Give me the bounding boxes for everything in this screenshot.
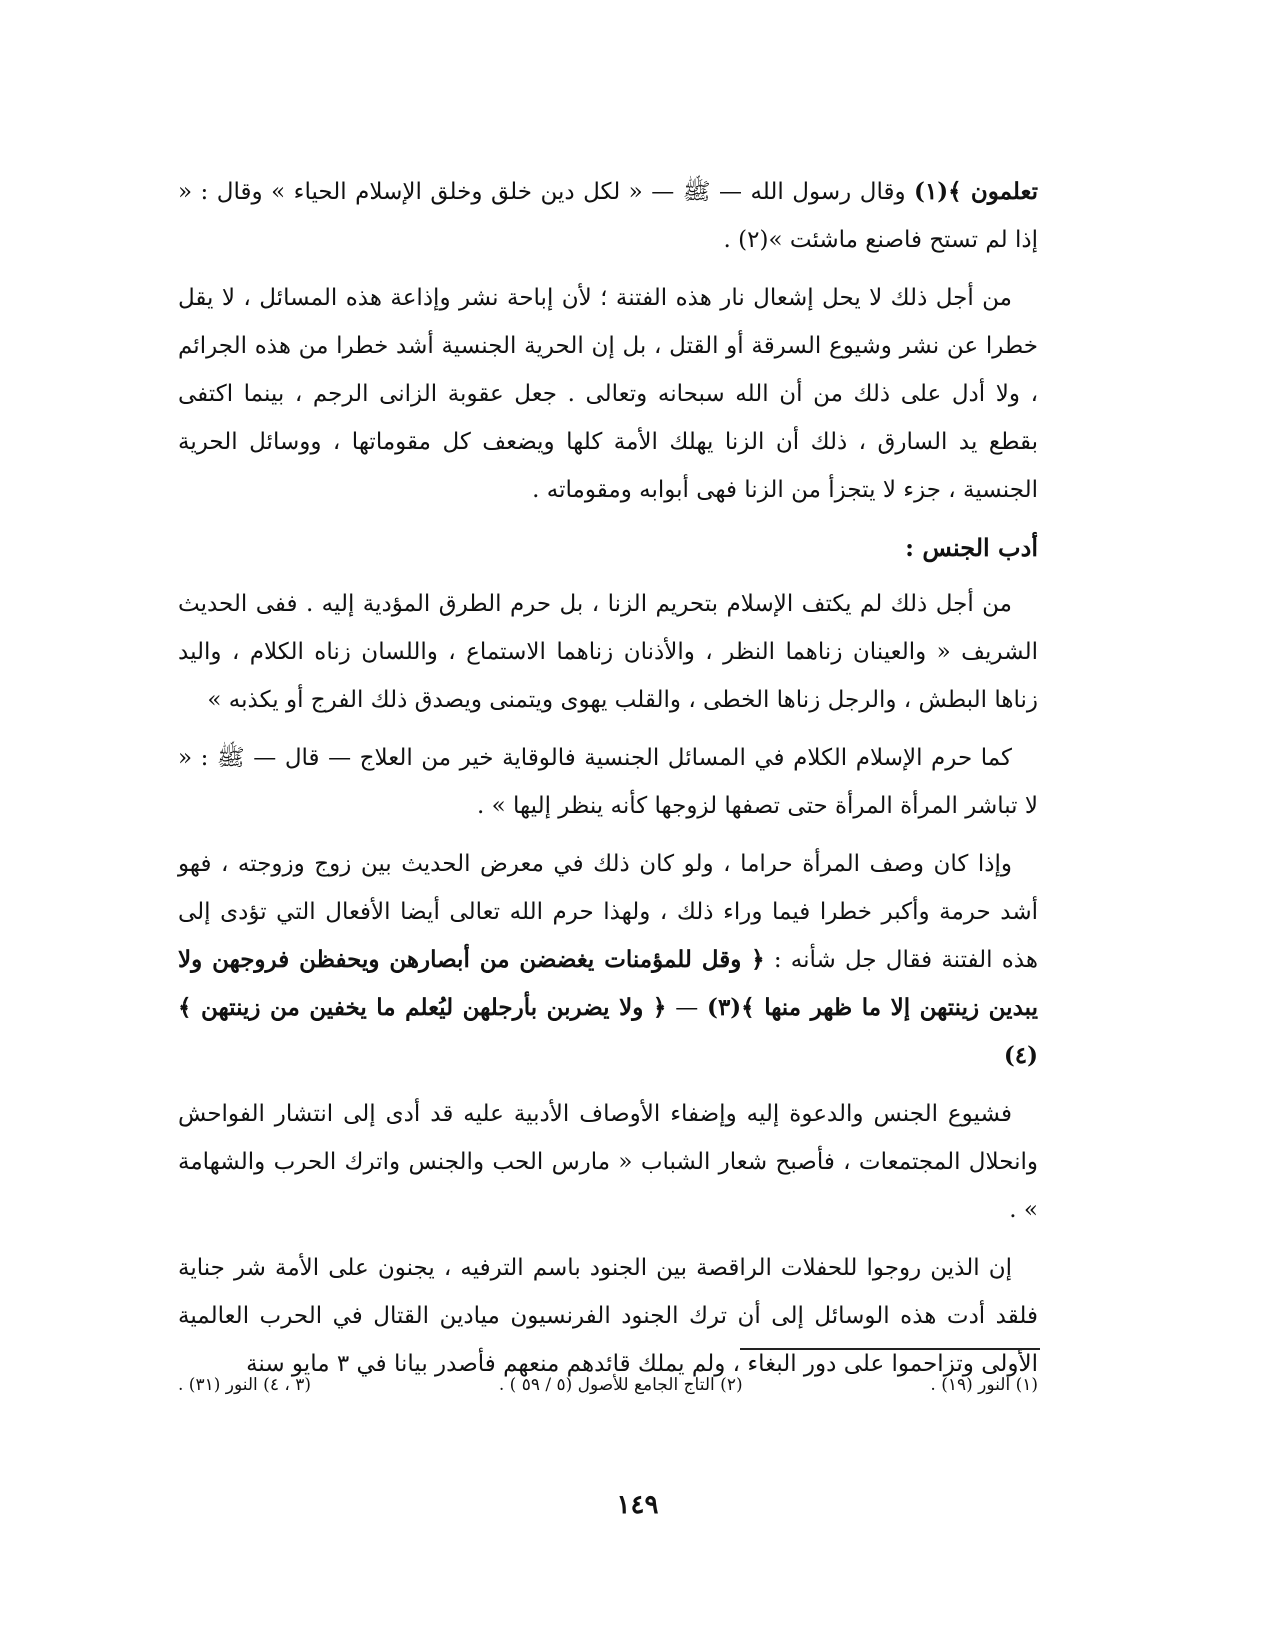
page-number: ١٤٩ xyxy=(616,1490,659,1520)
paragraph-1 xyxy=(178,168,1038,264)
quran-verse-2: ﴿ ولا يضربن بأرجلهن ليُعلم ما يخفين من زينتهن ﴾(٤) xyxy=(178,994,1038,1069)
paragraph-7: إن الذين روجوا للحفلات الراقصة بين الجنود باسم الترفيه ، يجنون على الأمة شر جناية فلقد أدت هذه الوسائل إلى أن ترك الجنود الفرنسيون ميادين القتال في الحرب العالمية الأولى وتزاحموا على دور البغاء ، ولم يملك قائدهم منعهم فأصدر بيانا في ٣ مايو سنة xyxy=(178,1255,1038,1377)
footnote-1: (١) النور (١٩) . xyxy=(930,1375,1038,1395)
verse-ending: تعلمون ﴾(١) xyxy=(914,178,1039,205)
paragraph-4: كما حرم الإسلام الكلام في المسائل الجنسية فالوقاية خير من العلاج — قال — ﷺ : « لا تباشر المرأة المرأة حتى تصفها لزوجها كأنه ينظر إليها » . xyxy=(178,745,1038,819)
footnote-2: (٢) التاج الجامع للأصول (٥ / ٥٩ ) . xyxy=(498,1375,743,1395)
hadith-text: وقال رسول الله — ﷺ — « لكل دين خلق وخلق الإسلام الحياء » وقال : « إذا لم تستح فاصنع ماشئت »(٢) . xyxy=(178,179,1038,253)
page-body xyxy=(178,168,1038,1398)
paragraph-6: فشيوع الجنس والدعوة إليه وإضفاء الأوصاف الأدبية عليه قد أدى إلى انتشار الفواحش وانحلال المجتمعات ، فأصبح شعار الشباب « مارس الحب والجنس واترك الحرب والشهامة » . xyxy=(178,1101,1038,1223)
footnote-3-4: (٣ ، ٤) النور (٣١) . xyxy=(178,1375,312,1395)
paragraph-5 xyxy=(178,840,1038,1080)
footnote-divider xyxy=(740,1348,1040,1350)
paragraph-5-intro: وإذا كان وصف المرأة حراما ، ولو كان ذلك في معرض الحديث بين زوج وزوجته ، فهو أشد حرمة وأكبر خطرا فيما وراء ذلك ، ولهذا حرم الله تعالى أيضا الأفعال التي تؤدى إلى هذه الفتنة فقال جل شأنه : xyxy=(178,851,1039,973)
verse-separator: — xyxy=(666,995,708,1021)
footnotes xyxy=(178,1370,1038,1400)
quran-verse-1: ﴿ وقل للمؤمنات يغضضن من أبصارهن ويحفظن فروجهن ولا يبدين زينتهن إلا ما ظهر منها ﴾(٣) xyxy=(178,946,1038,1021)
section-heading: أدب الجنس : xyxy=(905,533,1038,562)
paragraph-3: من أجل ذلك لم يكتف الإسلام بتحريم الزنا ، بل حرم الطرق المؤدية إليه . ففى الحديث الشريف « والعينان زناهما النظر ، والأذنان زناهما الاستماع ، واللسان زناه الكلام ، واليد زناها البطش ، والرجل زناها الخطى ، والقلب يهوى ويتمنى ويصدق ذلك الفرج أو يكذبه » xyxy=(178,591,1038,713)
paragraph-2: من أجل ذلك لا يحل إشعال نار هذه الفتنة ؛ لأن إباحة نشر وإذاعة هذه المسائل ، لا يقل خطرا عن نشر وشيوع السرقة أو القتل ، بل إن الحرية الجنسية أشد خطرا من هذه الجرائم ، ولا أدل على ذلك من أن الله سبحانه وتعالى . جعل عقوبة الزانى الرجم ، بينما اكتفى بقطع يد السارق ، ذلك أن الزنا يهلك الأمة كلها ويضعف كل مقوماتها ، ووسائل الحرية الجنسية ، جزء لا يتجزأ من الزنا فهى أبوابه ومقوماته . xyxy=(178,285,1038,503)
